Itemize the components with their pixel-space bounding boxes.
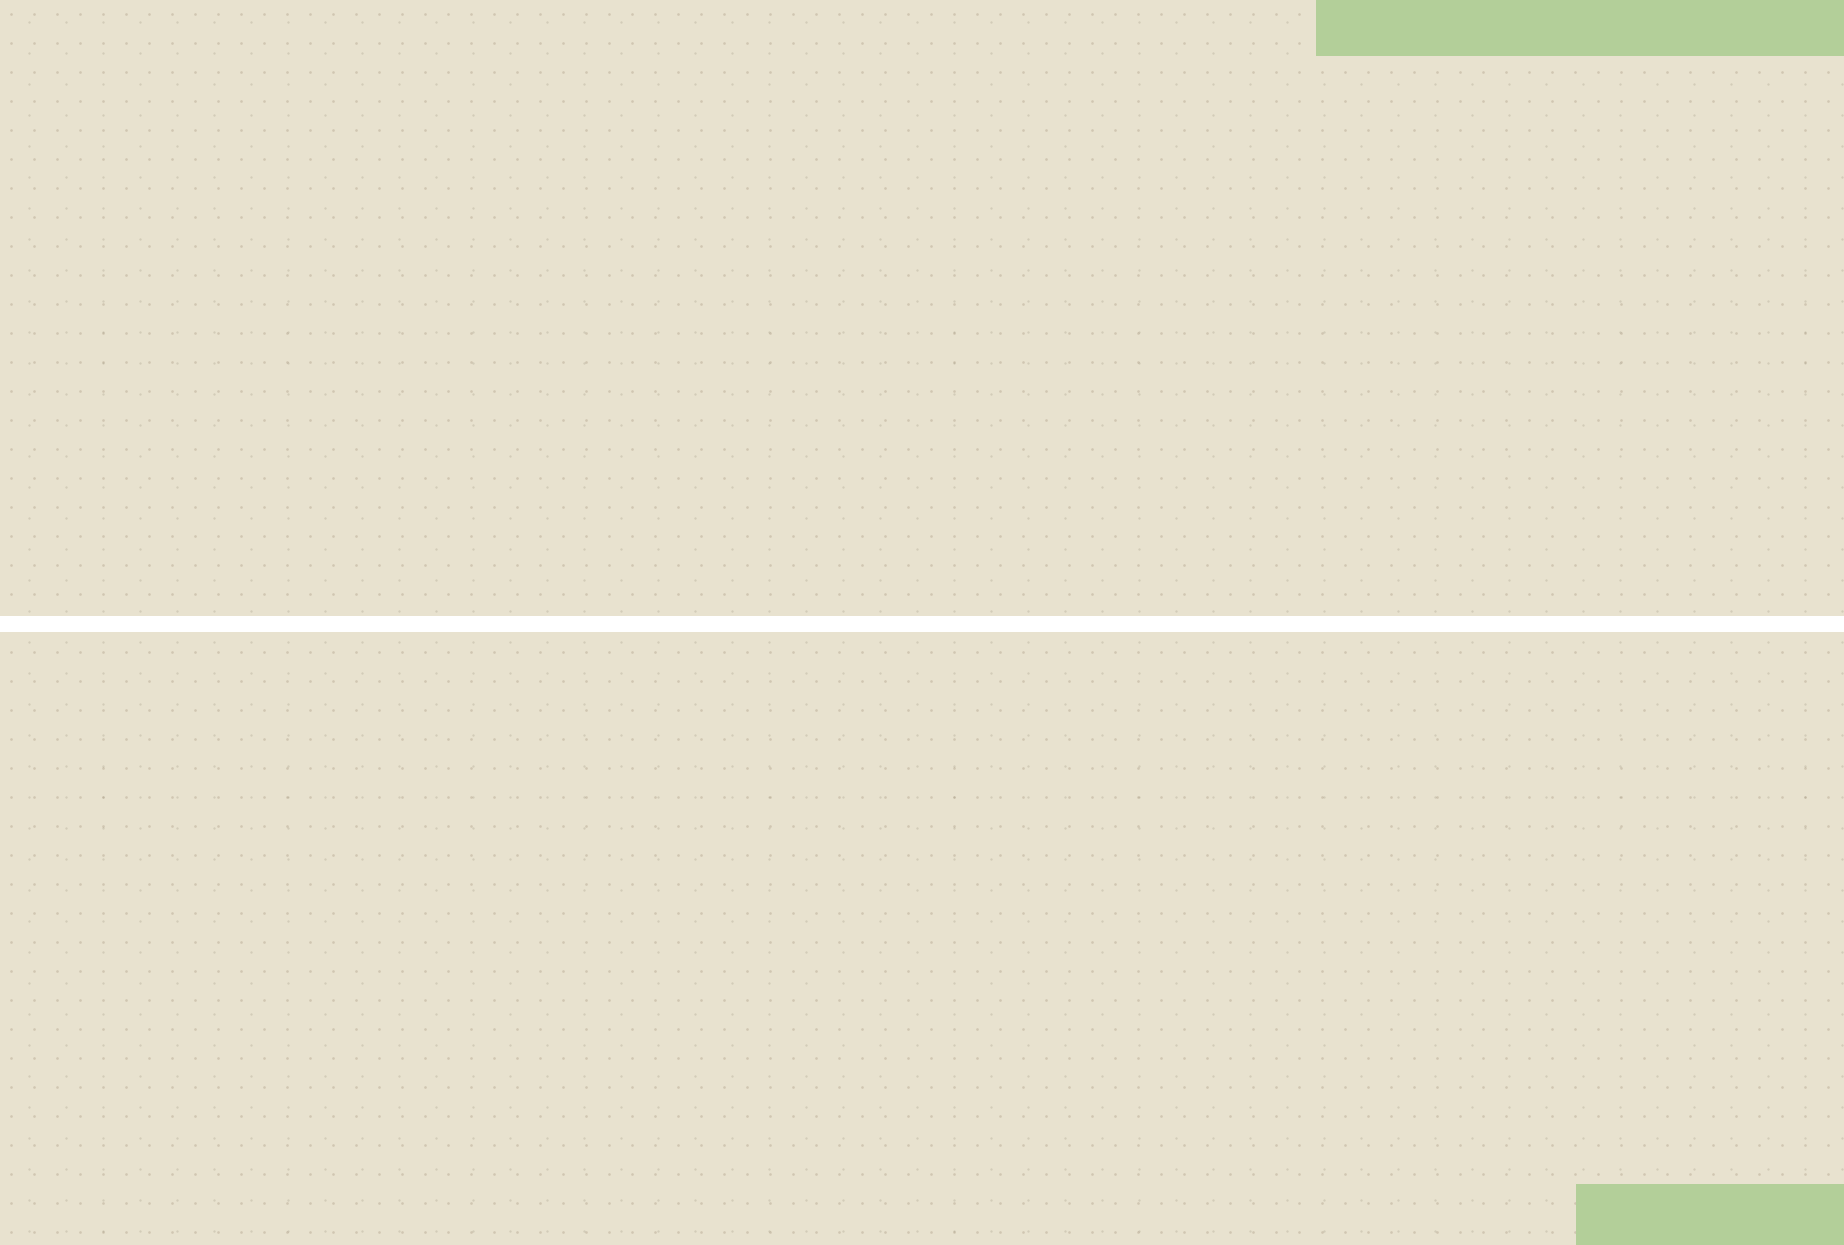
footer-month-tab [1576, 1184, 1844, 1245]
month-header-tab [1316, 0, 1844, 56]
month-header-label [1772, 26, 1808, 46]
footer-week-label [1318, 1202, 1330, 1222]
binding-spine [0, 616, 1844, 632]
